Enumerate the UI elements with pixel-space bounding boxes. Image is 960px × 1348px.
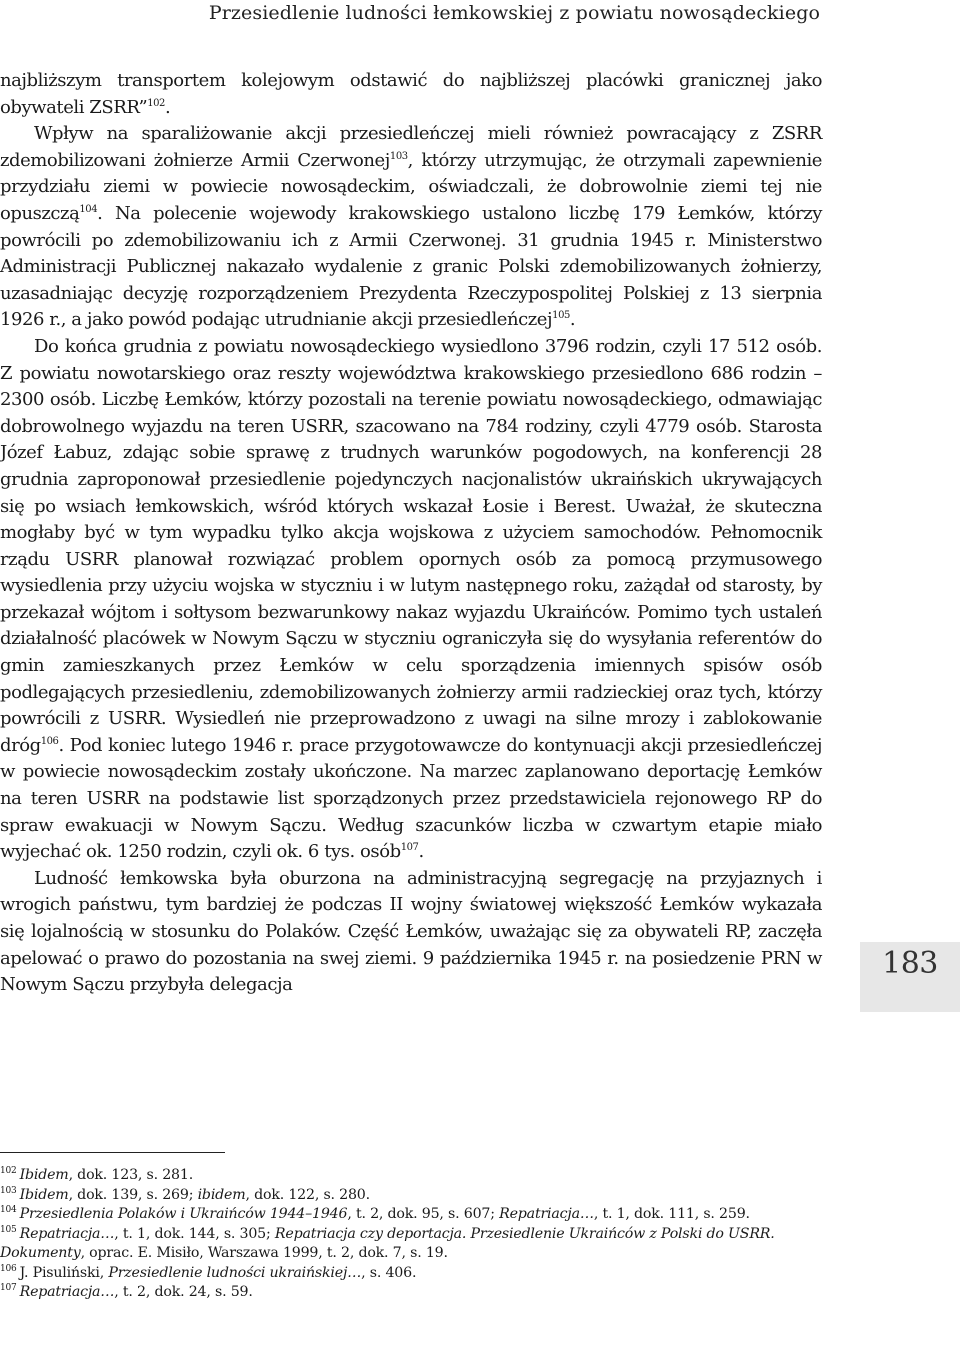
text-run: . bbox=[569, 309, 576, 331]
footnote-title-italic: Przesiedlenia Polaków i Ukraińców 1944–1946 bbox=[19, 1206, 348, 1222]
footnote-text: J. Pisuliński, bbox=[19, 1264, 109, 1281]
footnote-ref-107[interactable]: 107 bbox=[400, 842, 419, 854]
footnote-ref-102[interactable]: 102 bbox=[147, 97, 165, 109]
footnote-title-italic: Przesiedlenie ludności ukraińskiej… bbox=[108, 1264, 362, 1281]
footnote-ref-103[interactable]: 103 bbox=[389, 150, 408, 162]
paragraph-2 bbox=[0, 121, 822, 334]
footnote-number: 107 bbox=[0, 1283, 17, 1294]
text-run: , którzy utrzymując, że otrzymali zapewnienie przydziału ziemi w powiecie nowosądeckim, oświadczali, że dobrowolnie ziemi tej nie opuszczą bbox=[0, 149, 822, 224]
text-run: Ludność łemkowska była oburzona na administracyjną segregację na przyjaznych i wrogich państwu, tym bardziej że podczas II wojny światowej większość Łemków wykazała się lojalnością w stosunku do Polaków. Część Łemków, uważając się za obywateli RP, zaczęła apelować o prawo do pozostania na swej ziemi. 9 października 1945 r. na posiedzenie PRN w Nowym Sączu przybyła delegacja bbox=[0, 867, 822, 996]
footnote-104 bbox=[0, 1205, 822, 1225]
text-run: . bbox=[164, 96, 171, 118]
footnote-title-italic: Repatriacja… bbox=[499, 1206, 594, 1222]
footnote-106 bbox=[0, 1264, 822, 1284]
footnote-103 bbox=[0, 1186, 822, 1206]
running-header: Przesiedlenie ludności łemkowskiej z powiatu nowosądeckiego bbox=[208, 2, 820, 24]
footnote-title-italic: Ibidem bbox=[19, 1167, 69, 1183]
text-run: . bbox=[418, 841, 424, 863]
footnote-number: 103 bbox=[0, 1185, 17, 1196]
footnote-107 bbox=[0, 1283, 822, 1303]
paragraph-1 bbox=[0, 68, 822, 121]
text-run: . Pod koniec lutego 1946 r. prace przygotowawcze do kontynuacji akcji przesiedleńczej w powiecie nowosądeckim zostały ukończone. Na marzec zaplanowano deportację Łemków na teren USRR na podstawie list sporządzonych przez przedstawiciela rejonowego RP do spraw ewakuacji w Nowym Sączu. Według szacunków liczba w czwartym etapie miało wyjechać ok. 1250 rodzin, czyli ok. 6 tys. osób bbox=[0, 734, 822, 863]
page-number: 183 bbox=[860, 942, 960, 1012]
text-run: najbliższym transportem kolejowym odstawić do najbliższej placówki granicznej jako obywateli ZSRR” bbox=[0, 70, 822, 118]
text-run: Wpływ na sparaliżowanie akcji przesiedleńczej mieli również powracający z ZSRR zdemobilizowani żołnierze Armii Czerwonej bbox=[0, 123, 822, 171]
footnote-text: , dok. 139, s. 269; bbox=[68, 1186, 198, 1203]
footnotes bbox=[0, 1166, 822, 1303]
footnote-title-italic: Repatriacja… bbox=[19, 1225, 115, 1242]
footnote-text: , t. 2, dok. 24, s. 59. bbox=[114, 1284, 253, 1300]
footnote-text: , t. 2, dok. 95, s. 607; bbox=[347, 1206, 500, 1222]
footnote-number: 104 bbox=[0, 1205, 17, 1216]
footnote-title-italic: Repatriacja czy deportacja. Przesiedlenie Ukraińców z Polski do USRR. Dokumenty bbox=[0, 1225, 775, 1261]
footnote-title-italic: Ibidem bbox=[19, 1186, 69, 1203]
footnote-title-italic: Repatriacja… bbox=[19, 1284, 115, 1300]
footnote-divider bbox=[0, 1152, 225, 1153]
footnote-102 bbox=[0, 1166, 822, 1186]
footnote-105 bbox=[0, 1225, 822, 1264]
paragraph-4 bbox=[0, 866, 822, 999]
footnote-number: 106 bbox=[0, 1263, 17, 1274]
footnote-title-italic: ibidem bbox=[197, 1186, 246, 1203]
paragraph-3 bbox=[0, 334, 822, 866]
footnote-text: , dok. 122, s. 280. bbox=[245, 1186, 370, 1203]
footnote-text: , dok. 123, s. 281. bbox=[68, 1167, 194, 1183]
footnote-ref-104[interactable]: 104 bbox=[79, 203, 98, 215]
footnote-text: , s. 406. bbox=[361, 1264, 417, 1281]
text-run: Do końca grudnia z powiatu nowosądeckiego wysiedlono 3796 rodzin, czyli 17 512 osób. Z powiatu nowotarskiego oraz reszty województwa krakowskiego przesiedlono 686 rodzin – 2300 osób. Liczbę Łemków, którzy pozostali na terenie powiatu nowosądeckiego, odmawiając dobrowolnego wyjazdu na teren USRR, szacowano na 784 rodziny, czyli 4779 osób. Starosta Józef Łabuz, zdając sobie sprawę z trudnych warunków pogodowych, na konferencji 28 grudnia zaproponował przesiedlenie pojedynczych nacjonalistów ukraińskich ukrywających się po wsiach łemkowskich, wśród których wskazał Łosie i Berest. Uważał, że skuteczna mogłaby być w tym wypadku tylko akcja wojskowa z użyciem samochodów. Pełnomocnik rządu USRR planował rozwiązać problem opornych osób za pomocą przymusowego wysiedlenia przy użyciu wojska w styczniu i w lutym następnego roku, zażądał od starosty, by przekazał wójtom i sołtysom bezwarunkowy nakaz wyjazdu Ukraińców. Pomimo tych ustaleń działalność placówek w Nowym Sączu w styczniu ograniczyła się do wysyłania referentów do gmin zamieszkanych przez Łemków w celu sporządzenia imiennych spisów osób podlegających przesiedleniu, zdemobilizowanych żołnierzy armii radzieckiej oraz tych, którzy powrócili z USRR. Wysiedleń nie przeprowadzono z uwagi na silne mrozy i zablokowanie dróg bbox=[0, 335, 822, 756]
footnote-ref-106[interactable]: 106 bbox=[40, 735, 59, 747]
footnote-ref-105[interactable]: 105 bbox=[552, 310, 570, 322]
main-text bbox=[0, 68, 822, 999]
footnote-text: , t. 1, dok. 144, s. 305; bbox=[114, 1225, 275, 1242]
footnote-text: , t. 1, dok. 111, s. 259. bbox=[593, 1206, 750, 1222]
footnote-number: 105 bbox=[0, 1224, 17, 1235]
text-run: . Na polecenie wojewody krakowskiego ustalono liczbę 179 Łemków, którzy powrócili po zdemobilizowaniu ich z Armii Czerwonej. 31 grudnia 1945 r. Ministerstwo Administracji Publicznej nakazało wydalenie z granic Polski zdemobilizowanych żołnierzy, uzasadniając decyzję rozporządzeniem Prezydenta Rzeczypospolitej Polskiej z 13 sierpnia 1926 r., a jako powód podając utrudnianie akcji przesiedleńczej bbox=[0, 202, 822, 331]
footnote-number: 102 bbox=[0, 1166, 17, 1177]
footnote-text: , oprac. E. Misiło, Warszawa 1999, t. 2, dok. 7, s. 19. bbox=[80, 1245, 448, 1261]
